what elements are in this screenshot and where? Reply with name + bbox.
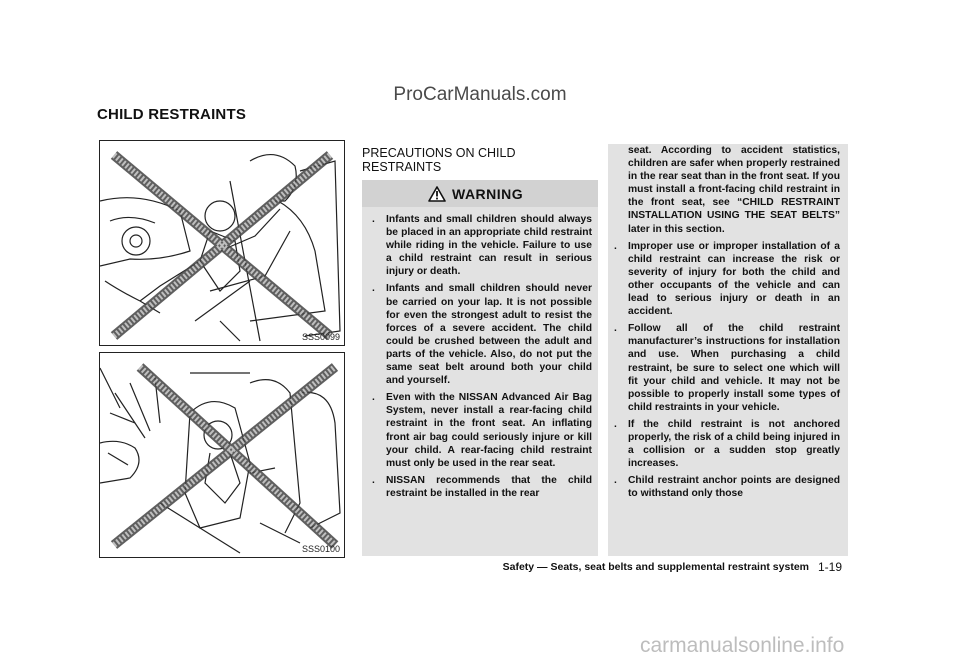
warning-list-right-items [608,240,840,501]
warning-triangle-icon [428,186,446,202]
list-item [366,282,592,387]
continued-text: seat. According to accident statistics, children are safer when properly restrained in the rear seat than in the front seat. If you must install a front-facing child restraint in the front seat, see “CHILD RESTRAINT INSTALLATION USING THE SEAT BELTS” later in this section. [628,145,840,235]
figure-child-on-lap [99,140,345,346]
list-item-text: Infants and small children should never be carried on your lap. It is not possible for even the strongest adult to resist the forces of a severe accident. The child could be crushed between the adult and parts of the vehicle. Also, do not put the same seat belt around both your child and yourself. [386,283,592,387]
bullet: . [614,240,617,252]
list-item-text: Infants and small children should always be placed in an appropriate child restraint while riding in the vehicle. Failure to use a child restraint can result in serious injury or death. [386,214,592,278]
list-item-text: If the child restraint is not anchored properly, the risk of a child being injured in a collision or a sudden stop greatly increases. [628,418,840,470]
list-item [366,391,592,470]
warning-title: WARNING [452,186,524,202]
warning-list-left [366,213,592,504]
list-item-text: Child restraint anchor points are designed to withstand only those [628,475,840,500]
bullet: . [614,475,617,487]
bullet: . [372,474,375,486]
warning-box [362,180,598,556]
bullet: . [614,418,617,430]
figure-code: SSS0100 [301,544,340,554]
figure-child-on-lap-illustration [100,141,344,345]
watermark-top: ProCarManuals.com [393,84,567,105]
list-item [608,418,840,470]
list-item-text: NISSAN recommends that the child restraint be installed in the rear [386,474,592,499]
bullet: . [372,214,375,225]
figure-rear-facing-front [99,352,345,558]
bullet: . [372,283,375,295]
bullet: . [372,392,375,404]
list-item-text: Follow all of the child restraint manufacturer’s instructions for installation and use. When purchasing a child restraint, be sure to select one which will fit your child and vehicle. It may not be possible to properly install some types of child restraints in your vehicle. [628,323,840,413]
list-item-text: Even with the NISSAN Advanced Air Bag System, never install a rear-facing child restraint in the front seat. An inflating front air bag could seriously injure or kill your child. A rear-facing child restraint must only be used in the rear seat. [386,392,592,469]
page-number: 1-19 [818,560,843,574]
section-title: CHILD RESTRAINTS [97,106,247,123]
watermark-bottom: carmanualsonline.info [640,634,845,657]
list-item [608,474,840,500]
warning-box-continued [608,144,848,556]
warning-header [362,180,598,207]
footer-section-title: Safety — Seats, seat belts and supplemental restraint system [502,561,809,573]
precautions-title: PRECAUTIONS ON CHILD RESTRAINTS [362,146,516,174]
warning-list-right [608,144,840,504]
list-item [608,240,840,319]
list-item [366,213,592,278]
bullet: . [614,323,617,335]
list-item-text: Improper use or improper installation of a child restraint can increase the risk or severity of injury for both the child and other occupants of the vehicle and can lead to serious injury or death in an accident. [628,240,840,318]
list-item [366,474,592,500]
figure-code: SSS0099 [301,332,340,342]
list-item [608,322,840,414]
figure-rear-facing-front-illustration [100,353,344,557]
